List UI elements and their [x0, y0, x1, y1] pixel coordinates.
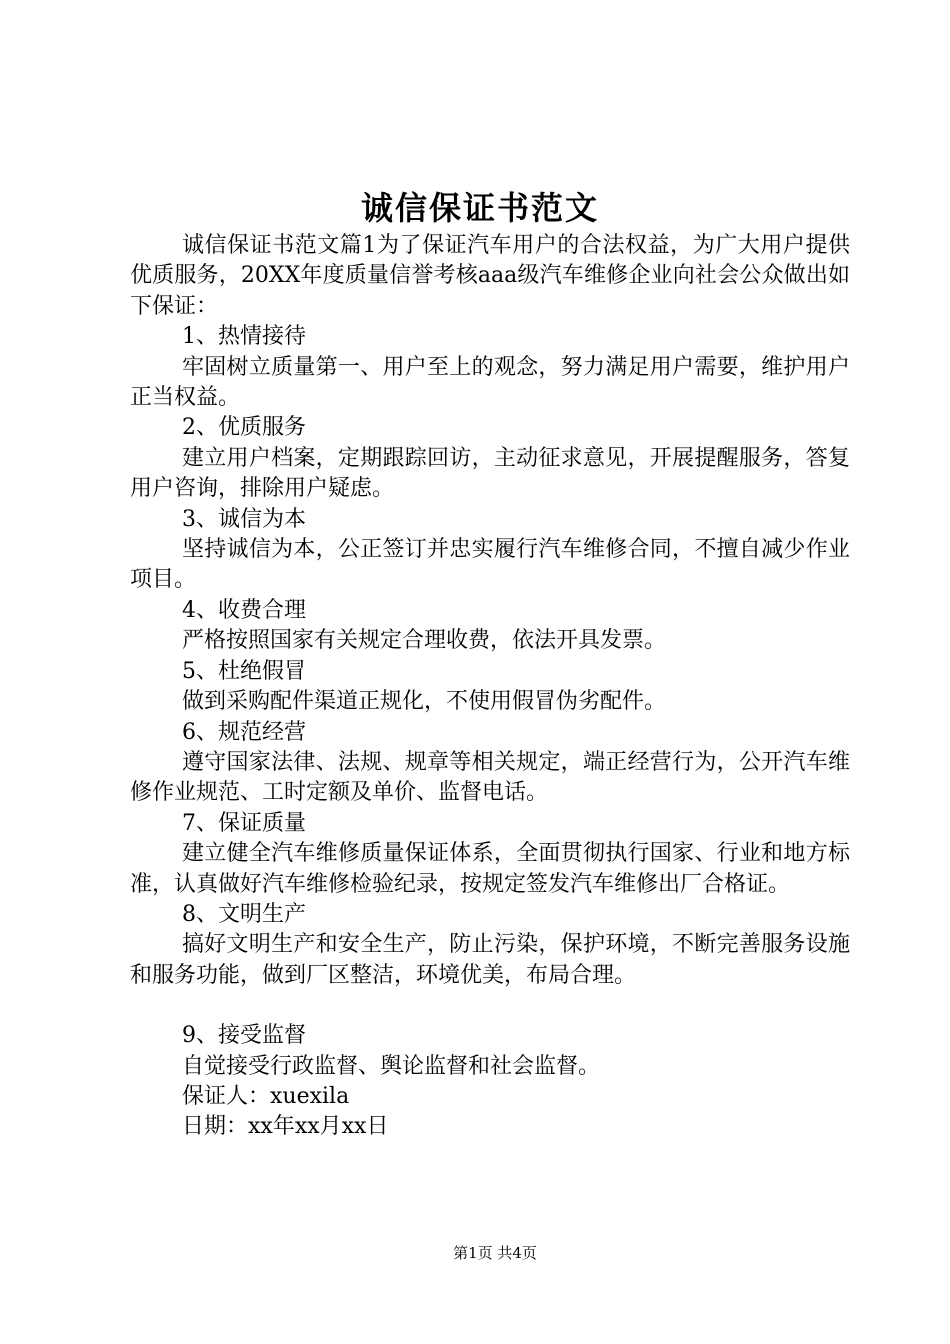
section-paragraph: 建立健全汽车维修质量保证体系，全面贯彻执行国家、行业和地方标准，认真做好汽车维修检验纪录，按规定签发汽车维修出厂合格证。	[130, 841, 850, 897]
section-paragraph: 遵守国家法律、法规、规章等相关规定，端正经营行为，公开汽车维修作业规范、工时定额及单价、监督电话。	[130, 749, 850, 806]
section-paragraph: 牢固树立质量第一、用户至上的观念，努力满足用户需要，维护用户正当权益。	[130, 354, 850, 411]
section-heading: 6、规范经营	[182, 719, 306, 745]
section-paragraph: 建立用户档案，定期跟踪回访，主动征求意见，开展提醒服务，答复用户咨询，排除用户疑虑。	[130, 445, 850, 502]
section-paragraph: 坚持诚信为本，公正签订并忠实履行汽车维修合同，不擅自减少作业项目。	[130, 537, 850, 593]
intro-paragraph: 诚信保证书范文篇1为了保证汽车用户的合法权益，为广大用户提供优质服务，20XX年度质量信誉考核aaa级汽车维修企业向社会公众做出如下保证：	[130, 233, 850, 319]
section-heading: 3、诚信为本	[182, 506, 306, 532]
section-paragraph: 自觉接受行政监督、舆论监督和社会监督。	[182, 1053, 601, 1079]
paragraph-gap	[130, 991, 850, 1021]
date-line: 日期：xx年xx月xx日	[182, 1114, 389, 1140]
section-paragraph: 搞好文明生产和安全生产，防止污染，保护环境，不断完善服务设施和服务功能，做到厂区整洁，环境优美，布局合理。	[130, 932, 850, 988]
document-title: 诚信保证书范文	[360, 189, 599, 227]
section-heading: 1、热情接待	[182, 324, 306, 350]
section-paragraph: 严格按照国家有关规定合理收费，依法开具发票。	[182, 628, 667, 654]
section-heading: 2、优质服务	[182, 415, 306, 441]
guarantor-line: 保证人：xuexila	[182, 1083, 350, 1109]
section-heading: 9、接受监督	[182, 1023, 306, 1049]
page-footer: 第1页 共4页	[453, 1244, 537, 1262]
document-body	[130, 231, 850, 1143]
section-heading: 8、文明生产	[182, 901, 306, 927]
section-paragraph: 做到采购配件渠道正规化，不使用假冒伪劣配件。	[182, 689, 667, 715]
section-heading: 5、杜绝假冒	[182, 658, 306, 684]
section-heading: 4、收费合理	[182, 597, 306, 623]
section-heading: 7、保证质量	[182, 810, 306, 836]
